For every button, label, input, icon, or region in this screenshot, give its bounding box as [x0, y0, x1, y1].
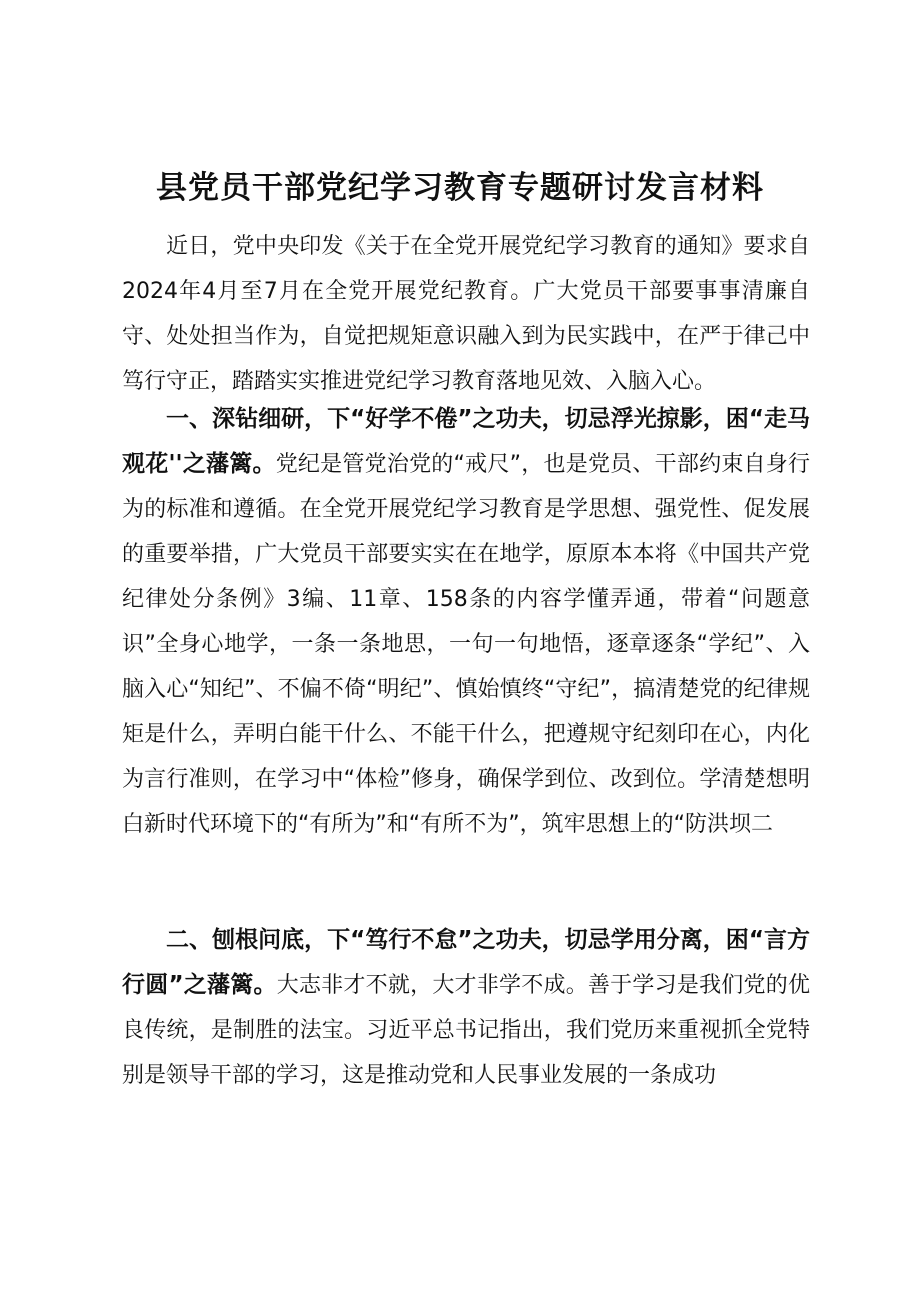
section-heading-1: 一、深钻细研，下“好学不倦”之功夫，切忌浮光掠影，困“走马观花''之藩篱。 — [122, 406, 810, 477]
section-paragraph-1 — [122, 397, 810, 847]
section-text-2: 大志非才不就，大才非学不成。善于学习是我们党的优良传统，是制胜的法宝。习近平总书记指出，我们党历来重视抓全党特别是领导干部的学习，这是推动党和人民事业发展的一条成功 — [122, 973, 810, 1088]
document-title: 县党员干部党纪学习教育专题研讨发言材料 — [156, 170, 764, 206]
section-paragraph-2 — [122, 918, 810, 1098]
intro-paragraph: 近日，党中央印发《关于在全党开展党纪学习教育的通知》要求自2024年4月至7月在全党开展党纪教育。广大党员干部要事事清廉自守、处处担当作为，自觉把规矩意识融入到为民实践中，在严于律己中笃行守正，踏踏实实推进党纪学习教育落地见效、入脑入心。 — [122, 234, 810, 394]
section-text-1: 党纪是管党治党的“戒尺”，也是党员、干部约束自身行为的标准和遵循。在全党开展党纪学习教育是学思想、强党性、促发展的重要举措，广大党员干部要实实在在地学，原原本本将《中国共产党纪律处分条例》3编、11章、158条的内容学懂弄通，带着“问题意识”全身心地学，一条一条地思，一句一句地悟，逐章逐条“学纪”、入脑入心“知纪”、不偏不倚“明纪”、慎始慎终“守纪”，搞清楚党的纪律规矩是什么，弄明白能干什么、不能干什么，把遵规守纪刻印在心，内化为言行准则，在学习中“体检”修身，确保学到位、改到位。学清楚想明白新时代环境下的“有所为”和“有所不为”，筑牢思想上的“防洪坝二 — [122, 452, 811, 837]
section-heading-2: 二、刨根问底，下“笃行不怠”之功夫，切忌学用分离，困“言方行圆”之藩篱。 — [122, 927, 810, 998]
